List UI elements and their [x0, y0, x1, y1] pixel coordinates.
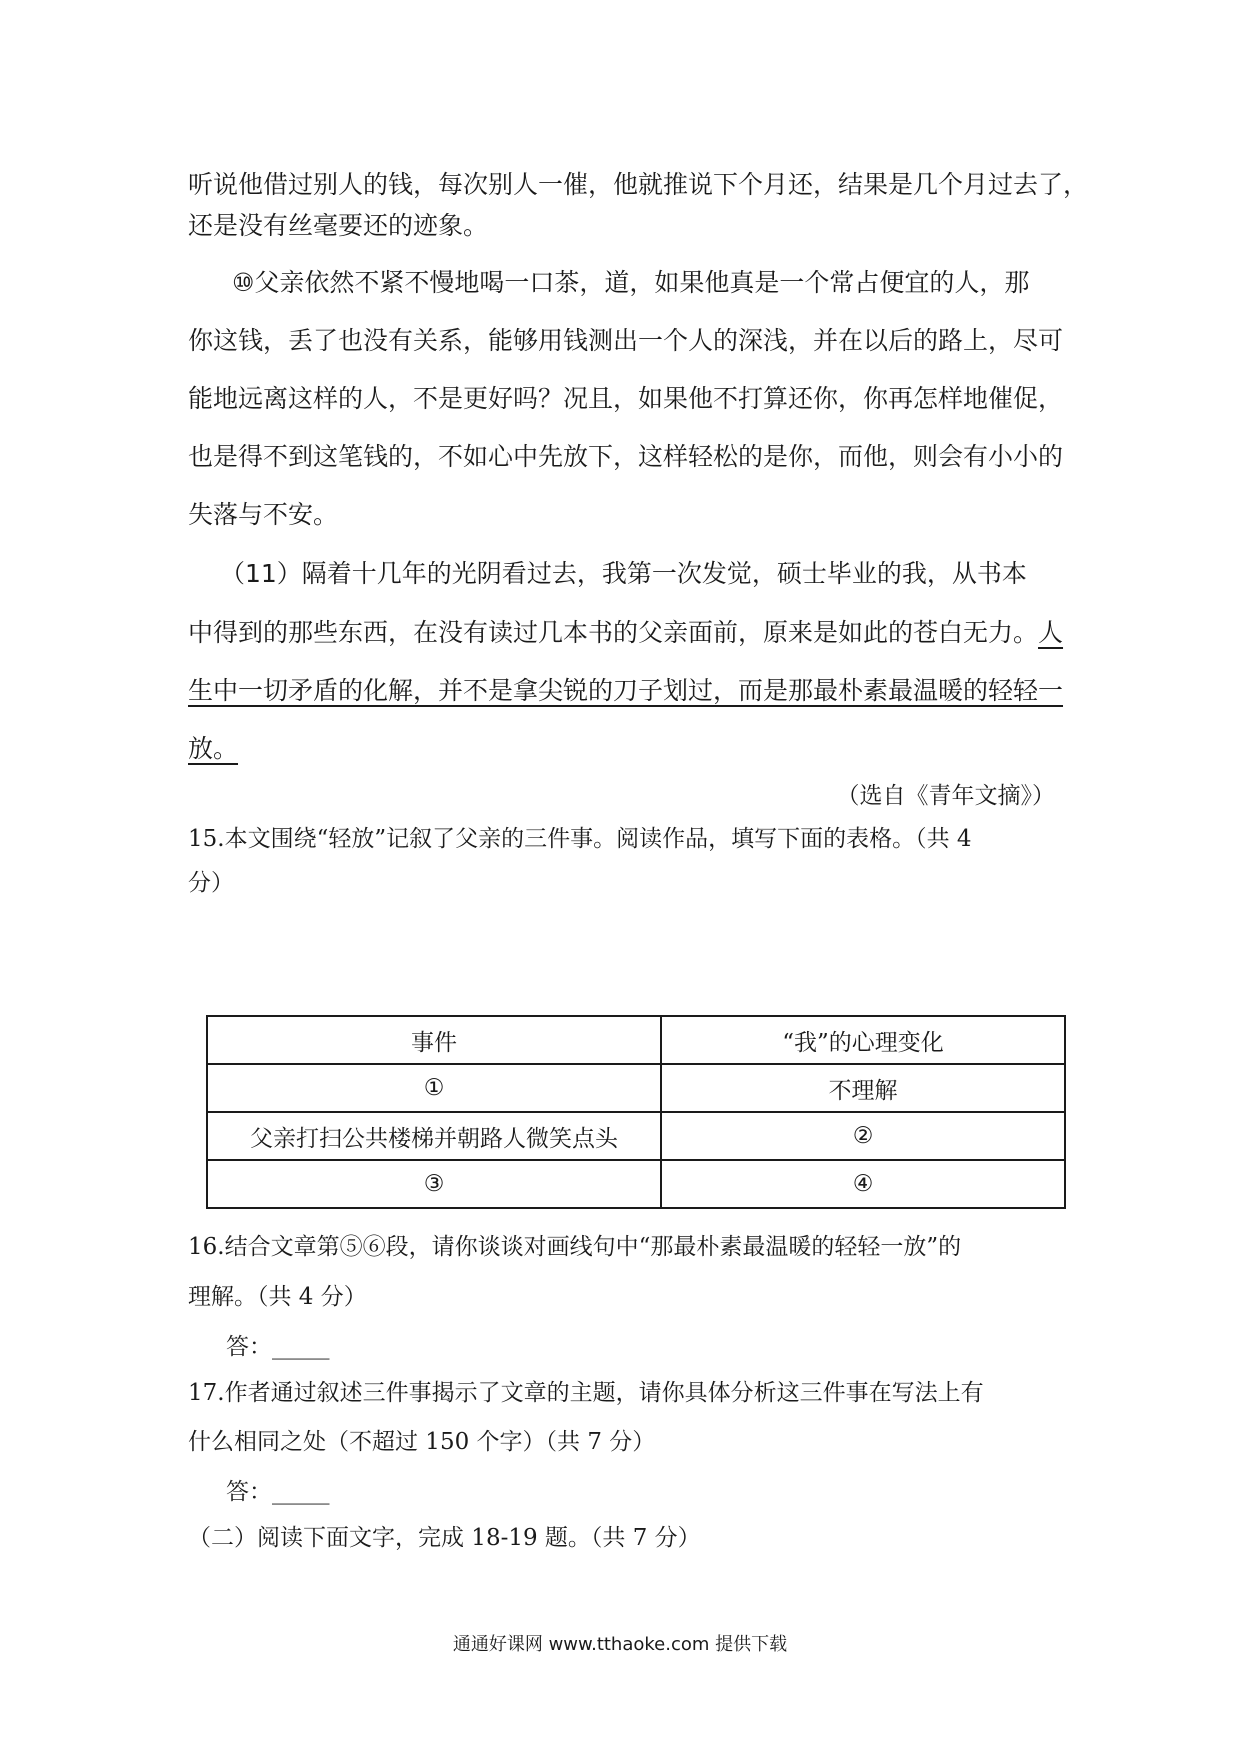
- passage-line: 也是得不到这笔钱的，不如心中先放下，这样轻松的是你，而他，则会有小小的: [188, 442, 1064, 471]
- passage-line: （11）隔着十几年的光阴看过去，我第一次发觉，硕士毕业的我，从书本: [220, 559, 1027, 588]
- table-cell: 不理解: [661, 1064, 1065, 1112]
- passage-line: 听说他借过别人的钱，每次别人一催，他就推说下个月还，结果是几个月过去了，: [188, 170, 1089, 199]
- passage-line: 能地远离这样的人，不是更好吗？况且，如果他不打算还你，你再怎样地催促，: [188, 384, 1064, 413]
- table-header-feeling: “我”的心理变化: [661, 1016, 1065, 1064]
- table-header-event: 事件: [207, 1016, 661, 1064]
- table-row: [207, 1160, 1065, 1208]
- passage-line: 失落与不安。: [188, 500, 339, 529]
- underlined-sentence: 放。: [188, 734, 239, 763]
- passage-line: 你这钱，丢了也没有关系，能够用钱测出一个人的深浅，并在以后的路上，尽可: [188, 326, 1064, 355]
- source-citation: （选自《青年文摘》）: [836, 783, 1055, 809]
- passage-line: 还是没有丝毫要还的迹象。: [188, 211, 489, 240]
- table-cell: ④: [661, 1160, 1065, 1208]
- events-table: [206, 1015, 1066, 1209]
- table-header-row: [207, 1016, 1065, 1064]
- section-heading: （二）阅读下面文字，完成 18-19 题。（共 7 分）: [188, 1525, 701, 1551]
- passage-line: [188, 616, 1063, 650]
- answer-line: 答：_____: [226, 1479, 330, 1505]
- answer-line: 答：_____: [226, 1334, 330, 1360]
- question-16-cont: 理解。（共 4 分）: [188, 1284, 367, 1310]
- underlined-sentence: 人: [1038, 618, 1064, 647]
- table-cell: ②: [661, 1112, 1065, 1160]
- question-15-cont: 分）: [188, 870, 234, 896]
- question-17: 17.作者通过叙述三件事揭示了文章的主题，请你具体分析这三件事在写法上有: [188, 1380, 984, 1406]
- question-16: 16.结合文章第⑤⑥段，请你谈谈对画线句中“那最朴素最温暖的轻轻一放”的: [188, 1234, 962, 1260]
- question-17-cont: 什么相同之处（不超过 150 个字）（共 7 分）: [188, 1429, 656, 1455]
- table-row: [207, 1112, 1065, 1160]
- table-row: [207, 1064, 1065, 1112]
- passage-text: 中得到的那些东西，在没有读过几本书的父亲面前，原来是如此的苍白无力。: [188, 618, 1039, 647]
- underlined-sentence: 生中一切矛盾的化解，并不是拿尖锐的刀子划过，而是那最朴素最温暖的轻轻一: [188, 676, 1064, 705]
- table-cell: 父亲打扫公共楼梯并朝路人微笑点头: [207, 1112, 661, 1160]
- page-footer: 通通好课网 www.tthaoke.com 提供下载: [452, 1634, 788, 1655]
- table-cell: ①: [207, 1064, 661, 1112]
- passage-line: ⑩父亲依然不紧不慢地喝一口茶，道，如果他真是一个常占便宜的人，那: [232, 268, 1030, 297]
- table-cell: ③: [207, 1160, 661, 1208]
- question-15: 15.本文围绕“轻放”记叙了父亲的三件事。阅读作品，填写下面的表格。（共 4: [188, 826, 972, 852]
